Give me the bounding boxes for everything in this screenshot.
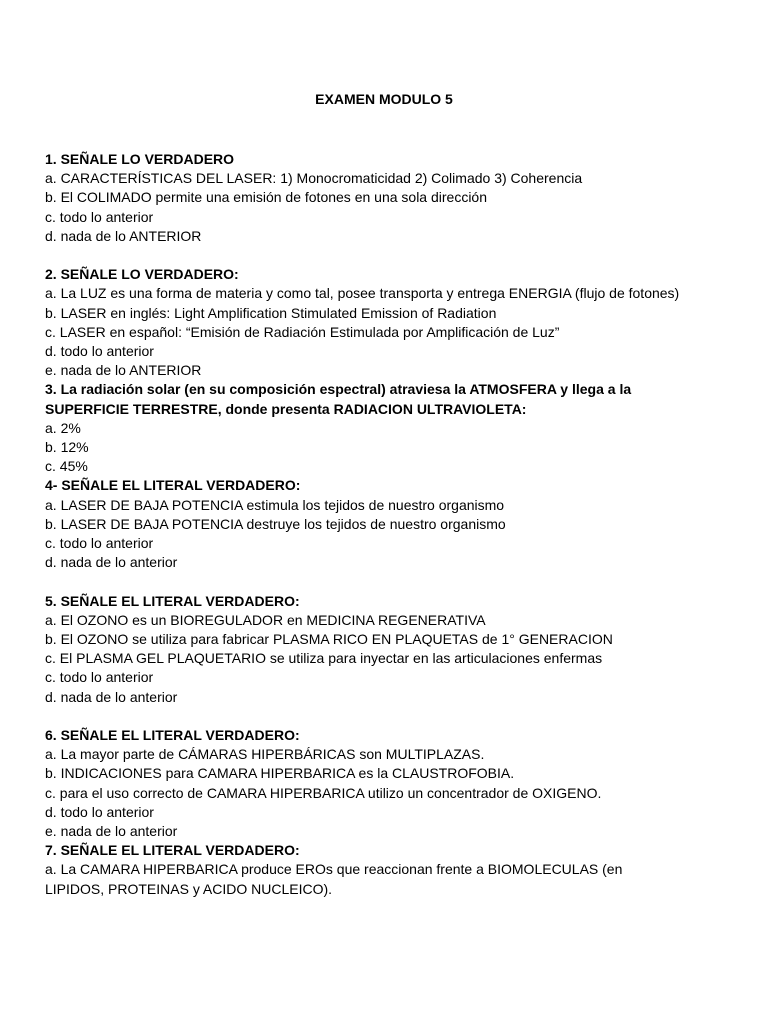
question-6 — [45, 726, 685, 841]
page-title: EXAMEN MODULO 5 — [315, 91, 453, 107]
question-heading: 5. SEÑALE EL LITERAL VERDADERO: — [45, 592, 300, 609]
question-heading: 6. SEÑALE EL LITERAL VERDADERO: — [45, 727, 300, 744]
option-a: a. 2% — [45, 419, 81, 436]
option-c: c. El PLASMA GEL PLAQUETARIO se utiliza para inyectar en las articulaciones enfermas — [45, 650, 603, 667]
option-a: a. La CAMARA HIPERBARICA produce EROs que reaccionan frente a BIOMOLECULAS (en LIPIDOS, PROTEINAS y ACIDO NUCLEICO). — [45, 861, 623, 897]
option-b: b. LASER DE BAJA POTENCIA destruye los tejidos de nuestro organismo — [45, 515, 506, 532]
question-heading: 1. SEÑALE LO VERDADERO — [45, 151, 235, 167]
question-1 — [45, 150, 685, 246]
option-a: a. CARACTERÍSTICAS DEL LASER: 1) Monocromaticidad 2) Colimado 3) Coherencia — [45, 170, 583, 187]
option-b: b. 12% — [45, 439, 89, 456]
option-e: e. nada de lo anterior — [45, 823, 178, 840]
option-c: c. todo lo anterior — [45, 535, 154, 552]
option-a: a. El OZONO es un BIOREGULADOR en MEDICINA REGENERATIVA — [45, 611, 486, 628]
option-b: b. LASER en inglés: Light Amplification Stimulated Emission of Radiation — [45, 304, 497, 321]
option-d: d. nada de lo anterior — [45, 554, 178, 571]
option-b: b. El OZONO se utiliza para fabricar PLASMA RICO EN PLAQUETAS de 1° GENERACION — [45, 631, 613, 648]
option-d: d. nada de lo anterior — [45, 688, 178, 705]
question-2 — [45, 265, 685, 380]
option-c: c. LASER en español: “Emisión de Radiación Estimulada por Amplificación de Luz” — [45, 323, 560, 340]
option-b: b. El COLIMADO permite una emisión de fotones en una sola dirección — [45, 189, 488, 206]
question-heading: 3. La radiación solar (en su composición espectral) atraviesa la ATMOSFERA y llega a la SUPERFICIE TERRESTRE, donde presenta RADIACION ULTRAVIOLETA: — [45, 381, 632, 417]
option-a: a. La LUZ es una forma de materia y como tal, posee transporta y entrega ENERGIA (flujo de fotones) — [45, 285, 680, 302]
question-5 — [45, 592, 685, 707]
option-c-2: c. todo lo anterior — [45, 669, 154, 686]
option-c: c. para el uso correcto de CAMARA HIPERBARICA utilizo un concentrador de OXIGENO. — [45, 784, 602, 801]
question-7 — [45, 841, 685, 899]
option-d: d. todo lo anterior — [45, 343, 154, 360]
question-heading: 2. SEÑALE LO VERDADERO: — [45, 266, 239, 283]
option-c: c. 45% — [45, 458, 88, 475]
question-4 — [45, 476, 685, 572]
question-3 — [45, 380, 690, 476]
option-b: b. INDICACIONES para CAMARA HIPERBARICA es la CLAUSTROFOBIA. — [45, 765, 515, 782]
option-a: a. LASER DE BAJA POTENCIA estimula los tejidos de nuestro organismo — [45, 496, 505, 513]
option-d: d. todo lo anterior — [45, 803, 154, 820]
option-e: e. nada de lo ANTERIOR — [45, 362, 202, 379]
question-heading: 7. SEÑALE EL LITERAL VERDADERO: — [45, 842, 300, 859]
option-c: c. todo lo anterior — [45, 208, 154, 225]
exam-content — [45, 150, 685, 899]
option-d: d. nada de lo ANTERIOR — [45, 227, 202, 244]
option-a: a. La mayor parte de CÁMARAS HIPERBÁRICAS son MULTIPLAZAS. — [45, 746, 485, 763]
question-heading: 4- SEÑALE EL LITERAL VERDADERO: — [45, 477, 301, 494]
